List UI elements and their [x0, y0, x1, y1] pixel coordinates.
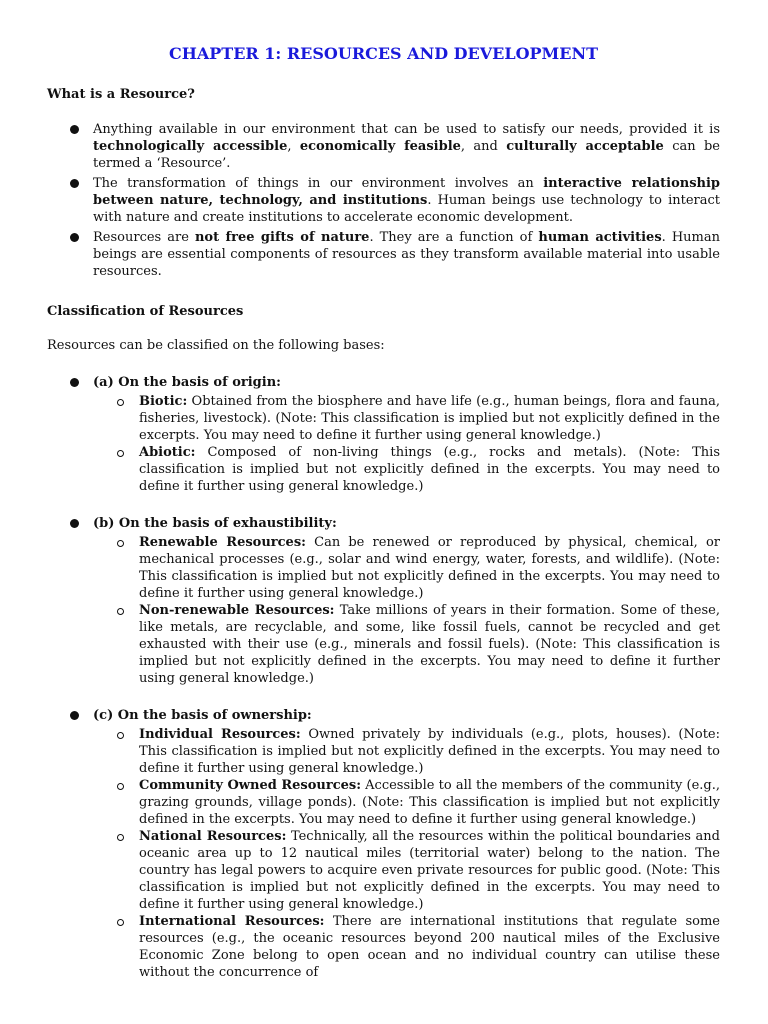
circle-bullet-icon — [117, 732, 124, 739]
list-item: Anything available in our environment that can be used to satisfy our needs, provided it is technologically accessible, economically feasible, and culturally acceptable can be termed a ‘Resource’. — [47, 121, 720, 172]
classification-group-origin — [47, 374, 720, 495]
circle-bullet-icon — [117, 919, 124, 926]
classification-intro: Resources can be classified on the following bases: — [47, 338, 385, 353]
group-label: (b) On the basis of exhaustibility: — [93, 516, 337, 531]
list-item: Abiotic: Composed of non-living things (e.g., rocks and metals). (Note: This classification is implied but not explicitly defined in the excerpts. You may need to define it further using general knowledge.) — [47, 444, 720, 495]
classification-list — [47, 374, 720, 981]
document-page — [47, 44, 720, 981]
list-item: The transformation of things in our environment involves an interactive relationship between nature, technology, and institutions. Human beings use technology to interact with nature and create institutions to accelerate economic development. — [47, 175, 720, 226]
section-heading-what-is-resource: What is a Resource? — [47, 87, 195, 102]
list-item: International Resources: There are international institutions that regulate some resources (e.g., the oceanic resources beyond 200 nautical miles of the Exclusive Economic Zone belong to open ocean and no individual country can utilise these without the concurrence of — [47, 913, 720, 981]
list-item: Non-renewable Resources: Take millions of years in their formation. Some of these, like metals, are recyclable, and some, like fossil fuels, cannot be recycled and get exhausted with their use (e.g., minerals and fossil fuels). (Note: This classification is implied but not explicitly defined in the excerpts. You may need to define it further using general knowledge.) — [47, 602, 720, 687]
list-item: Resources are not free gifts of nature. They are a function of human activities. Human beings are essential components of resources as they transform available material into usable resources. — [47, 229, 720, 280]
bullet-icon — [70, 233, 79, 242]
circle-bullet-icon — [117, 399, 124, 406]
list-item: Renewable Resources: Can be renewed or reproduced by physical, chemical, or mechanical processes (e.g., solar and wind energy, water, forests, and wildlife). (Note: This classification is implied but not explicitly defined in the excerpts. You may need to define it further using general knowledge.) — [47, 534, 720, 602]
circle-bullet-icon — [117, 834, 124, 841]
bullet-icon — [70, 125, 79, 134]
classification-group-exhaustibility — [47, 515, 720, 687]
circle-bullet-icon — [117, 540, 124, 547]
bullet-icon — [70, 519, 79, 528]
circle-bullet-icon — [117, 608, 124, 615]
sub-list — [93, 726, 720, 981]
sub-list — [93, 534, 720, 687]
list-item: Biotic: Obtained from the biosphere and have life (e.g., human beings, flora and fauna, fisheries, livestock). (Note: This classification is implied but not explicitly defined in the excerpts. You may need to define it further using general knowledge.) — [47, 393, 720, 444]
resource-definition-list — [47, 121, 720, 280]
list-item: Individual Resources: Owned privately by individuals (e.g., plots, houses). (Note: This classification is implied but not explicitly defined in the excerpts. You may need to define it further using general knowledge.) — [47, 726, 720, 777]
chapter-title: CHAPTER 1: RESOURCES AND DEVELOPMENT — [169, 44, 598, 63]
sub-list — [93, 393, 720, 495]
circle-bullet-icon — [117, 783, 124, 790]
section-heading-classification: Classification of Resources — [47, 304, 244, 319]
list-item: Community Owned Resources: Accessible to all the members of the community (e.g., grazing grounds, village ponds). (Note: This classification is implied but not explicitly defined in the excerpts. You may need to define it further using general knowledge.) — [47, 777, 720, 828]
bullet-icon — [70, 179, 79, 188]
bullet-icon — [70, 378, 79, 387]
bullet-icon — [70, 711, 79, 720]
group-label: (c) On the basis of ownership: — [93, 708, 312, 723]
group-label: (a) On the basis of origin: — [93, 375, 281, 390]
list-item: National Resources: Technically, all the resources within the political boundaries and oceanic area up to 12 nautical miles (territorial water) belong to the nation. The country has legal powers to acquire even private resources for public good. (Note: This classification is implied but not explicitly defined in the excerpts. You may need to define it further using general knowledge.) — [47, 828, 720, 913]
circle-bullet-icon — [117, 450, 124, 457]
classification-group-ownership — [47, 707, 720, 981]
